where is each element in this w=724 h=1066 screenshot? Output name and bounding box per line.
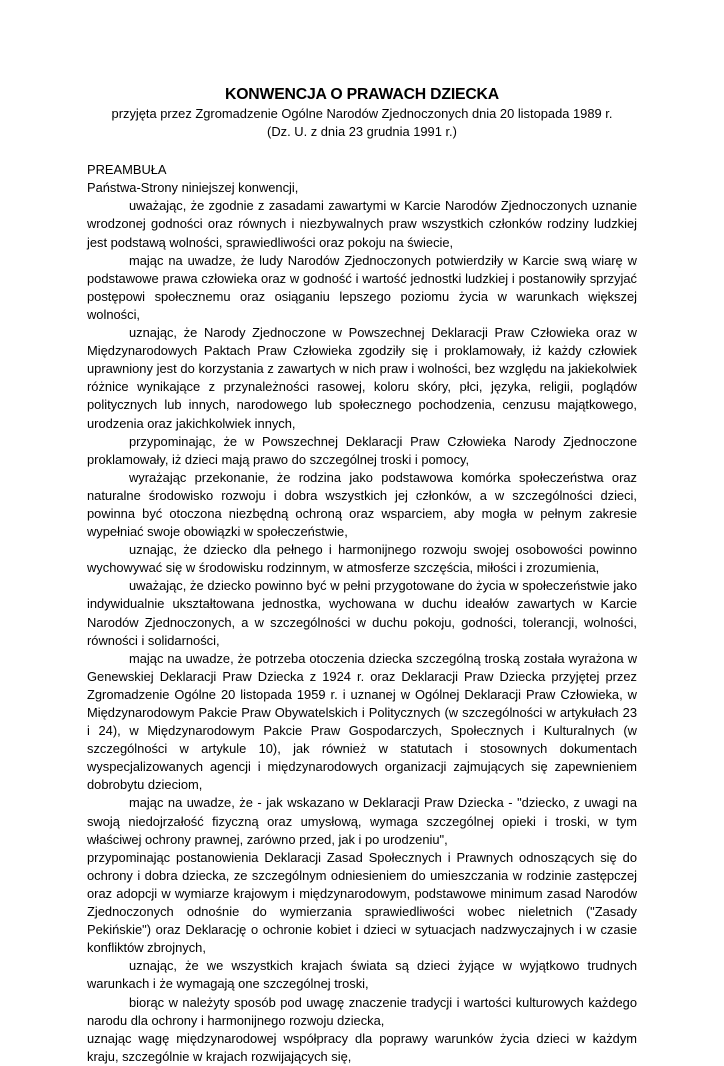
preamble-paragraph: wyrażając przekonanie, że rodzina jako podstawowa komórka społeczeństwa oraz naturalne środowisko rozwoju i dobra wszystkich jej członków, a w szczególności dzieci, powinna być otoczona niezbędną ochroną oraz wsparciem, aby mogła w pełnym zakresie wypełniać swoje obowiązki w społeczeństwie, [87,469,637,540]
preamble-paragraphs [87,197,637,1066]
document-publication-reference: (Dz. U. z dnia 23 grudnia 1991 r.) [267,124,457,140]
preamble-paragraph: uznając, że Narody Zjednoczone w Powszechnej Deklaracji Praw Człowieka oraz w Międzynarodowych Paktach Praw Człowieka zgodziły się i proklamowały, iż każdy człowiek uprawniony jest do korzystania z zawartych w nich praw i wolności, bez względu na jakiekolwiek różnice wynikające z przynależności rasowej, koloru skóry, płci, języka, religii, poglądów politycznych lub innych, narodowego lub społecznego pochodzenia, cenzusu majątkowego, urodzenia oraz jakichkolwiek innych, [87,325,637,431]
document-page [87,85,637,1066]
preamble-paragraph: przypominając, że w Powszechnej Deklaracji Praw Człowieka Narody Zjednoczone proklamowały, iż dzieci mają prawo do szczególnej troski i pomocy, [87,433,637,467]
section-spacer [87,141,637,161]
document-subtitle: przyjęta przez Zgromadzenie Ogólne Narodów Zjednoczonych dnia 20 listopada 1989 r. [111,106,613,121]
preamble-paragraph: przypominając postanowienia Deklaracji Zasad Społecznych i Prawnych odnoszących się do ochrony i dobra dziecka, ze szczególnym odniesieniem do umieszczania w rodzinie zastępczej oraz adopcji w wymiarze krajowym i międzynarodowym, podstawowe minimum zasad Narodów Zjednoczonych odnośnie do wymierzania sprawiedliwości wobec nieletnich ("Zasady Pekińskie") oraz Deklarację o ochronie kobiet i dzieci w sytuacjach nadzwyczajnych i w czasie konfliktów zbrojnych, [87,849,637,956]
preamble-paragraph: uważając, że dziecko powinno być w pełni przygotowane do życia w społeczeństwie jako indywidualnie ukształtowana jednostka, wychowana w duchu ideałów zawartych w Karcie Narodów Zjednoczonych, a w szczególności w duchu pokoju, godności, tolerancji, wolności, równości i solidarności, [87,578,637,648]
preamble-paragraph: uznając wagę międzynarodowej współpracy dla poprawy warunków życia dzieci w każdym kraju, szczególnie w krajach rozwijających się, [87,1030,637,1064]
preamble-intro: Państwa-Strony niniejszej konwencji, [87,180,299,196]
section-heading: PREAMBUŁA [87,162,167,178]
document-title: KONWENCJA O PRAWACH DZIECKA [225,86,499,103]
preamble-paragraph: mając na uwadze, że - jak wskazano w Deklaracji Praw Dziecka - "dziecko, z uwagi na swoją niedojrzałość fizyczną oraz umysłową, wymaga szczególnej opieki i troski, w tym właściwej ochrony prawnej, zarówno przed, jak i po urodzeniu", [87,795,637,847]
preamble-paragraph: uznając, że dziecko dla pełnego i harmonijnego rozwoju swojej osobowości powinno wychowywać się w środowisku rodzinnym, w atmosferze szczęścia, miłości i zrozumienia, [87,542,637,576]
preamble-paragraph: uznając, że we wszystkich krajach świata są dzieci żyjące w wyjątkowo trudnych warunkach i że wymagają one szczególnej troski, [87,958,637,992]
preamble-paragraph: biorąc w należyty sposób pod uwagę znaczenie tradycji i wartości kulturowych każdego narodu dla ochrony i harmonijnego rozwoju dziecka, [87,994,637,1028]
preamble-paragraph: mając na uwadze, że potrzeba otoczenia dziecka szczególną troską została wyrażona w Genewskiej Deklaracji Praw Dziecka z 1924 r. oraz Deklaracji Praw Dziecka przyjętej przez Zgromadzenie Ogólne 20 listopada 1959 r. i uznanej w Ogólnej Deklaracji Praw Człowieka, w Międzynarodowym Pakcie Praw Obywatelskich i Politycznych (w szczególności w artykułach 23 i 24), w Międzynarodowym Pakcie Praw Gospodarczych, Społecznych i Kulturalnych (w szczególności w artykule 10), jak również w statutach i stosownych dokumentach wyspecjalizowanych agencji i międzynarodowych organizacji zajmujących się zapewnieniem dobrobytu dzieciom, [87,650,637,793]
preamble-paragraph: mając na uwadze, że ludy Narodów Zjednoczonych potwierdziły w Karcie swą wiarę w podstawowe prawa człowieka oraz w godność i wartość jednostki ludzkiej i postanowiły sprzyjać postępowi społecznemu oraz osiąganiu lepszego poziomu życia w warunkach większej wolności, [87,252,637,322]
preamble-paragraph: uważając, że zgodnie z zasadami zawartymi w Karcie Narodów Zjednoczonych uznanie wrodzonej godności oraz równych i niezbywalnych praw wszystkich członków rodziny ludzkiej jest podstawą wolności, sprawiedliwości oraz pokoju na świecie, [87,198,637,250]
